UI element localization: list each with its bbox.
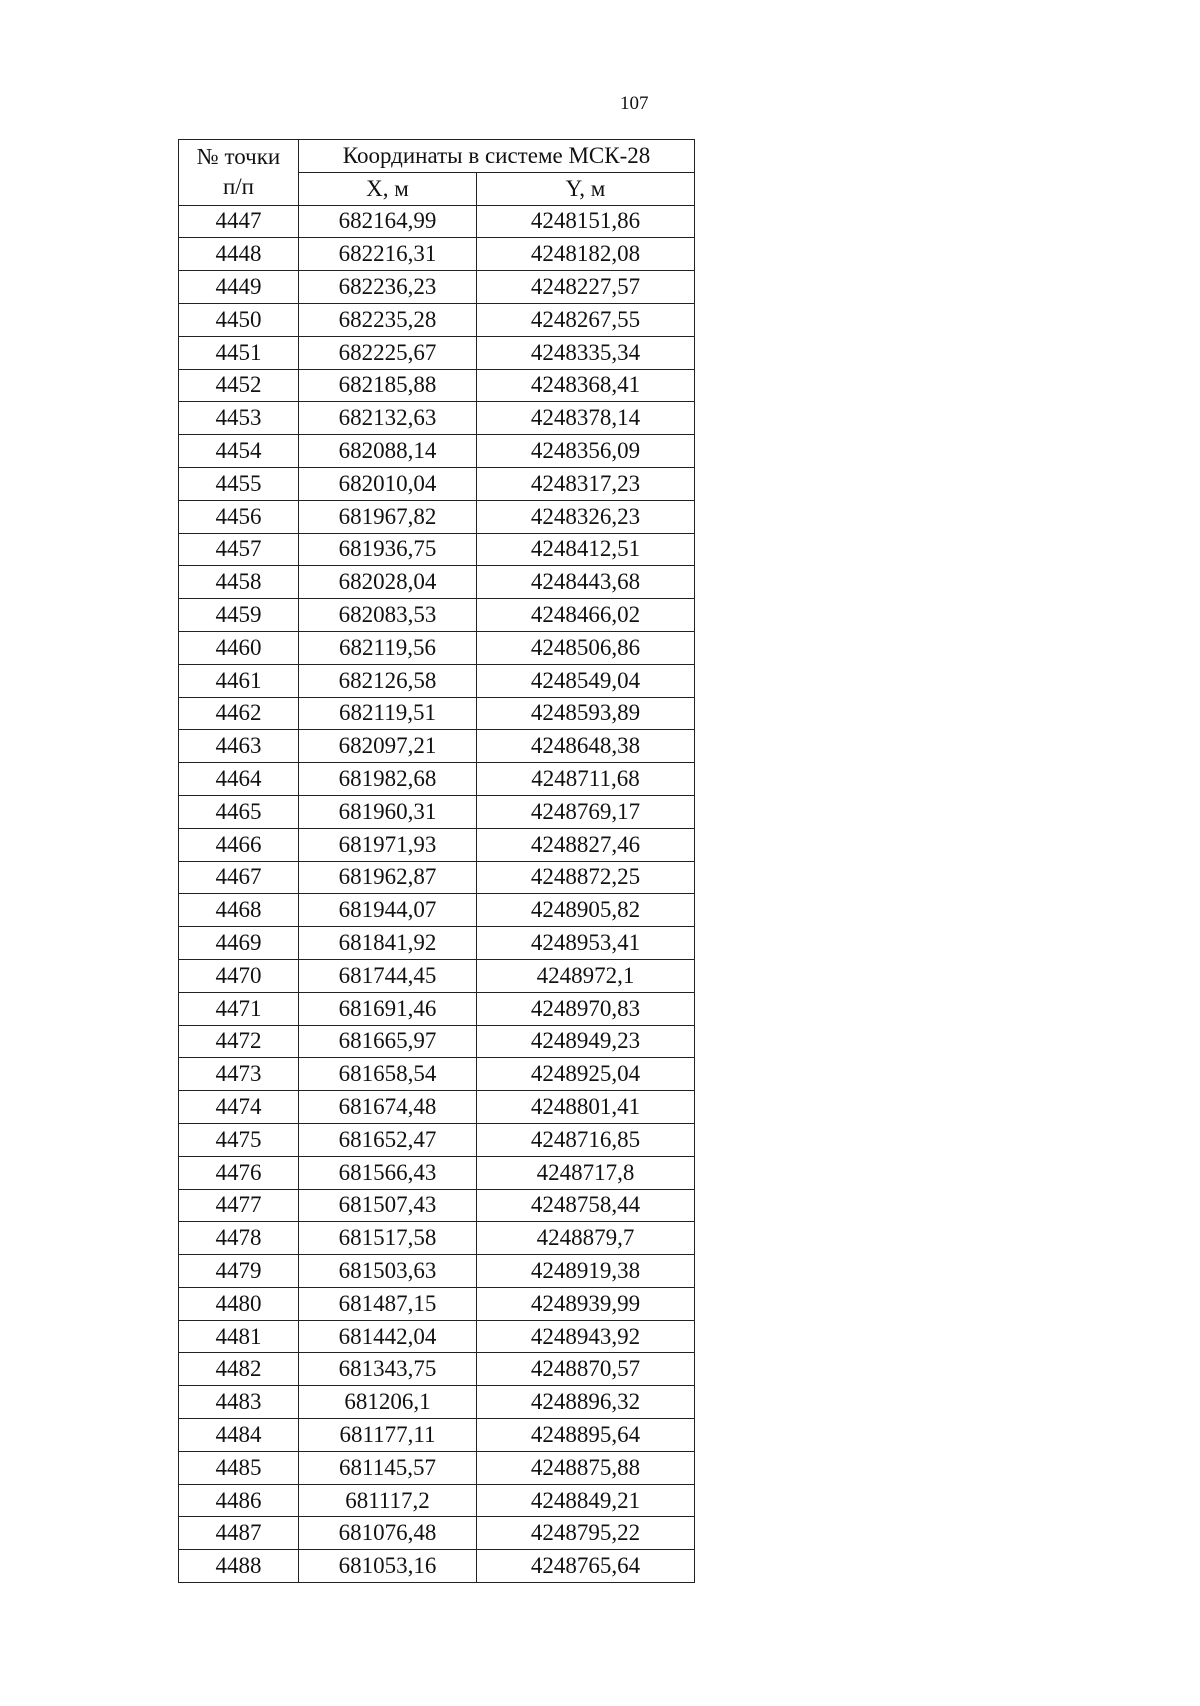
x-coordinate-cell: 681944,07 (299, 894, 477, 927)
point-number-cell: 4488 (179, 1550, 299, 1583)
y-coordinate-cell: 4248872,25 (477, 861, 695, 894)
x-coordinate-cell: 681967,82 (299, 500, 477, 533)
point-number-cell: 4453 (179, 402, 299, 435)
coordinates-table (178, 139, 695, 1583)
table-row (179, 402, 695, 435)
point-number-cell: 4457 (179, 533, 299, 566)
x-coordinate-cell: 681517,58 (299, 1222, 477, 1255)
table-row (179, 1517, 695, 1550)
x-coordinate-cell: 682028,04 (299, 566, 477, 599)
y-coordinate-cell: 4248801,41 (477, 1091, 695, 1124)
y-coordinate-cell: 4248716,85 (477, 1123, 695, 1156)
point-number-header-line1: № точки (196, 144, 281, 170)
table-row (179, 730, 695, 763)
point-number-cell: 4478 (179, 1222, 299, 1255)
point-number-cell: 4485 (179, 1451, 299, 1484)
x-coordinate-cell: 681960,31 (299, 795, 477, 828)
point-number-cell: 4467 (179, 861, 299, 894)
x-coordinate-cell: 681674,48 (299, 1091, 477, 1124)
table-row (179, 533, 695, 566)
table-row (179, 894, 695, 927)
y-coordinate-cell: 4248972,1 (477, 959, 695, 992)
x-coordinate-cell: 681177,11 (299, 1419, 477, 1452)
x-coordinate-cell: 681053,16 (299, 1550, 477, 1583)
point-number-cell: 4470 (179, 959, 299, 992)
y-coordinate-cell: 4248827,46 (477, 828, 695, 861)
point-number-cell: 4466 (179, 828, 299, 861)
x-column-header: X, м (299, 172, 477, 205)
point-number-cell: 4482 (179, 1353, 299, 1386)
x-coordinate-cell: 681982,68 (299, 763, 477, 796)
point-number-cell: 4479 (179, 1255, 299, 1288)
y-coordinate-cell: 4248875,88 (477, 1451, 695, 1484)
table-row (179, 828, 695, 861)
point-number-cell: 4462 (179, 697, 299, 730)
y-coordinate-cell: 4248227,57 (477, 271, 695, 304)
point-number-cell: 4472 (179, 1025, 299, 1058)
point-number-cell: 4450 (179, 303, 299, 336)
point-number-cell: 4469 (179, 927, 299, 960)
point-number-cell: 4477 (179, 1189, 299, 1222)
x-coordinate-cell: 682010,04 (299, 467, 477, 500)
x-coordinate-cell: 681487,15 (299, 1287, 477, 1320)
y-coordinate-cell: 4248317,23 (477, 467, 695, 500)
y-column-header: Y, м (477, 172, 695, 205)
table-row (179, 631, 695, 664)
y-coordinate-cell: 4248758,44 (477, 1189, 695, 1222)
y-coordinate-cell: 4248412,51 (477, 533, 695, 566)
y-coordinate-cell: 4248466,02 (477, 599, 695, 632)
point-number-header-line2: п/п (222, 174, 254, 200)
coordinates-group-header: Координаты в системе МСК-28 (299, 140, 695, 173)
table-row (179, 992, 695, 1025)
table-row (179, 1255, 695, 1288)
table-row (179, 467, 695, 500)
x-coordinate-cell: 682235,28 (299, 303, 477, 336)
table-row (179, 1419, 695, 1452)
table-row (179, 1091, 695, 1124)
y-coordinate-cell: 4248849,21 (477, 1484, 695, 1517)
table-row (179, 336, 695, 369)
x-coordinate-cell: 682119,51 (299, 697, 477, 730)
table-row (179, 1025, 695, 1058)
point-number-cell: 4474 (179, 1091, 299, 1124)
y-coordinate-cell: 4248919,38 (477, 1255, 695, 1288)
y-coordinate-cell: 4248769,17 (477, 795, 695, 828)
point-number-header (179, 140, 299, 206)
point-number-cell: 4475 (179, 1123, 299, 1156)
table-row (179, 1189, 695, 1222)
point-number-cell: 4448 (179, 238, 299, 271)
table-row (179, 500, 695, 533)
y-coordinate-cell: 4248267,55 (477, 303, 695, 336)
x-coordinate-cell: 681841,92 (299, 927, 477, 960)
table-row (179, 1123, 695, 1156)
y-coordinate-cell: 4248925,04 (477, 1058, 695, 1091)
y-coordinate-cell: 4248896,32 (477, 1386, 695, 1419)
table-row (179, 1320, 695, 1353)
x-coordinate-cell: 681936,75 (299, 533, 477, 566)
point-number-cell: 4473 (179, 1058, 299, 1091)
y-coordinate-cell: 4248506,86 (477, 631, 695, 664)
x-coordinate-cell: 681691,46 (299, 992, 477, 1025)
y-coordinate-cell: 4248378,14 (477, 402, 695, 435)
x-coordinate-cell: 682083,53 (299, 599, 477, 632)
x-coordinate-cell: 681145,57 (299, 1451, 477, 1484)
table-row (179, 927, 695, 960)
table-row (179, 435, 695, 468)
x-coordinate-cell: 681652,47 (299, 1123, 477, 1156)
point-number-cell: 4486 (179, 1484, 299, 1517)
y-coordinate-cell: 4248356,09 (477, 435, 695, 468)
x-coordinate-cell: 682236,23 (299, 271, 477, 304)
point-number-cell: 4471 (179, 992, 299, 1025)
table-body (179, 205, 695, 1582)
y-coordinate-cell: 4248949,23 (477, 1025, 695, 1058)
table-row (179, 1451, 695, 1484)
x-coordinate-cell: 682164,99 (299, 205, 477, 238)
x-coordinate-cell: 681503,63 (299, 1255, 477, 1288)
point-number-cell: 4476 (179, 1156, 299, 1189)
x-coordinate-cell: 682088,14 (299, 435, 477, 468)
point-number-cell: 4468 (179, 894, 299, 927)
y-coordinate-cell: 4248953,41 (477, 927, 695, 960)
table-row (179, 1156, 695, 1189)
y-coordinate-cell: 4248895,64 (477, 1419, 695, 1452)
x-coordinate-cell: 682216,31 (299, 238, 477, 271)
y-coordinate-cell: 4248368,41 (477, 369, 695, 402)
table-row (179, 1386, 695, 1419)
y-coordinate-cell: 4248335,34 (477, 336, 695, 369)
y-coordinate-cell: 4248717,8 (477, 1156, 695, 1189)
table-row (179, 599, 695, 632)
x-coordinate-cell: 681343,75 (299, 1353, 477, 1386)
table-row (179, 861, 695, 894)
x-coordinate-cell: 681442,04 (299, 1320, 477, 1353)
point-number-cell: 4459 (179, 599, 299, 632)
y-coordinate-cell: 4248326,23 (477, 500, 695, 533)
y-coordinate-cell: 4248765,64 (477, 1550, 695, 1583)
x-coordinate-cell: 681744,45 (299, 959, 477, 992)
table-row (179, 697, 695, 730)
table-row (179, 1058, 695, 1091)
table-row (179, 238, 695, 271)
y-coordinate-cell: 4248970,83 (477, 992, 695, 1025)
table-row (179, 1287, 695, 1320)
x-coordinate-cell: 681206,1 (299, 1386, 477, 1419)
y-coordinate-cell: 4248182,08 (477, 238, 695, 271)
table-row (179, 664, 695, 697)
point-number-cell: 4465 (179, 795, 299, 828)
point-number-cell: 4451 (179, 336, 299, 369)
y-coordinate-cell: 4248151,86 (477, 205, 695, 238)
x-coordinate-cell: 682119,56 (299, 631, 477, 664)
y-coordinate-cell: 4248549,04 (477, 664, 695, 697)
x-coordinate-cell: 682185,88 (299, 369, 477, 402)
table-row (179, 1484, 695, 1517)
y-coordinate-cell: 4248939,99 (477, 1287, 695, 1320)
y-coordinate-cell: 4248905,82 (477, 894, 695, 927)
point-number-cell: 4483 (179, 1386, 299, 1419)
x-coordinate-cell: 682097,21 (299, 730, 477, 763)
point-number-cell: 4456 (179, 500, 299, 533)
x-coordinate-cell: 682132,63 (299, 402, 477, 435)
point-number-cell: 4458 (179, 566, 299, 599)
x-coordinate-cell: 681117,2 (299, 1484, 477, 1517)
page-number: 107 (620, 93, 649, 114)
x-coordinate-cell: 681962,87 (299, 861, 477, 894)
y-coordinate-cell: 4248943,92 (477, 1320, 695, 1353)
table-row (179, 1353, 695, 1386)
table-row (179, 795, 695, 828)
y-coordinate-cell: 4248711,68 (477, 763, 695, 796)
table-row (179, 763, 695, 796)
point-number-cell: 4454 (179, 435, 299, 468)
point-number-cell: 4487 (179, 1517, 299, 1550)
y-coordinate-cell: 4248648,38 (477, 730, 695, 763)
x-coordinate-cell: 682126,58 (299, 664, 477, 697)
table-row (179, 959, 695, 992)
x-coordinate-cell: 682225,67 (299, 336, 477, 369)
point-number-cell: 4452 (179, 369, 299, 402)
point-number-cell: 4484 (179, 1419, 299, 1452)
y-coordinate-cell: 4248593,89 (477, 697, 695, 730)
point-number-cell: 4481 (179, 1320, 299, 1353)
table-row (179, 1550, 695, 1583)
table-row (179, 205, 695, 238)
point-number-cell: 4461 (179, 664, 299, 697)
x-coordinate-cell: 681658,54 (299, 1058, 477, 1091)
point-number-cell: 4480 (179, 1287, 299, 1320)
y-coordinate-cell: 4248879,7 (477, 1222, 695, 1255)
header-row (179, 140, 695, 173)
x-coordinate-cell: 681076,48 (299, 1517, 477, 1550)
table-header (179, 140, 695, 206)
point-number-cell: 4464 (179, 763, 299, 796)
x-coordinate-cell: 681566,43 (299, 1156, 477, 1189)
y-coordinate-cell: 4248870,57 (477, 1353, 695, 1386)
x-coordinate-cell: 681971,93 (299, 828, 477, 861)
point-number-cell: 4449 (179, 271, 299, 304)
table-row (179, 566, 695, 599)
x-coordinate-cell: 681507,43 (299, 1189, 477, 1222)
table-row (179, 271, 695, 304)
table-row (179, 303, 695, 336)
point-number-cell: 4460 (179, 631, 299, 664)
y-coordinate-cell: 4248443,68 (477, 566, 695, 599)
point-number-cell: 4447 (179, 205, 299, 238)
y-coordinate-cell: 4248795,22 (477, 1517, 695, 1550)
point-number-cell: 4463 (179, 730, 299, 763)
table-row (179, 1222, 695, 1255)
table-row (179, 369, 695, 402)
x-coordinate-cell: 681665,97 (299, 1025, 477, 1058)
point-number-cell: 4455 (179, 467, 299, 500)
